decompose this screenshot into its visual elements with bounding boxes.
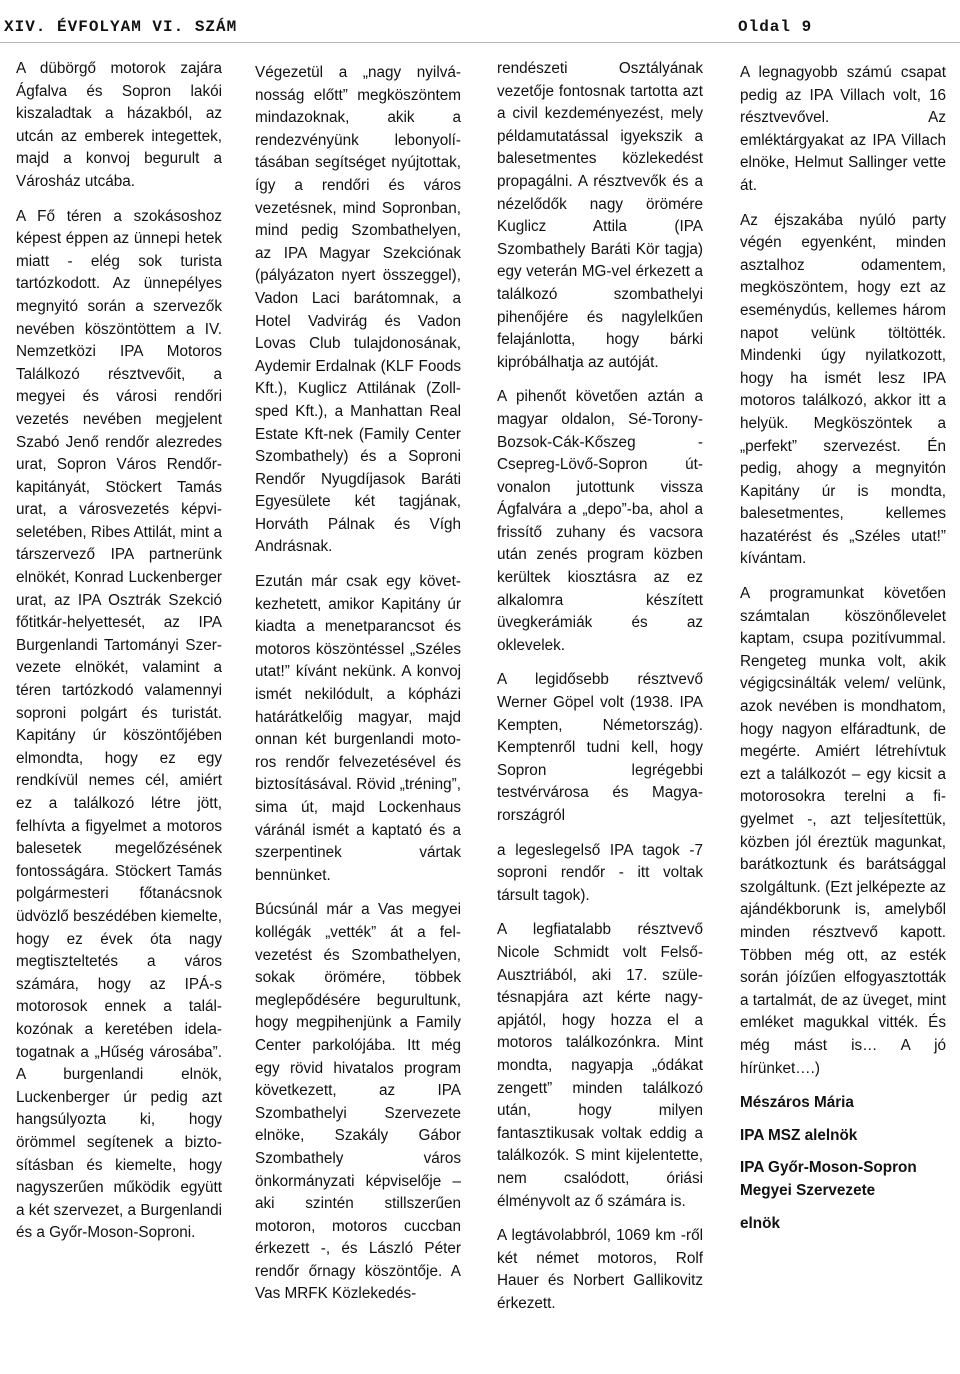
author-title: IPA MSZ alelnök — [740, 1126, 858, 1144]
issue-label: XIV. ÉVFOLYAM VI. SZÁM — [4, 18, 238, 36]
paragraph: A Fő téren a szokásoshoz képest éppen az ünnepi hetek miatt - elég sok turista tartózkodott. Az ünnepélyes megnyitó során a szervezők nevében köszöntöttem a IV. Nemzetközi IPA Motoros Találkozó résztvevőit, a megyei és városi rendőri vezetés nevében megjelent Szabó Jenő rendőr alezredes urat, Sopron Város Rendőrkapitányát, Stöckert Tamás urat, a városvezetés képviseletében, Ribes Attilát, mint a társzervező IPA partnerünk elnökét, Konrad Luckenberger urat, az IPA Osztrák Szekció főtitkár-helyettesét, az IPA Burgenlandi Tartományi Szervezete elnökét, valamint a téren tartózkodó valamennyi soproni polgárt és turistát. Kapitány úr köszöntőjében elmondta, hogy ez egy rendkívül nemes cél, amiért ez a találkozó létre jött, felhívta a figyelmet a motoros balesetek megelőzésének fontosságára. Stöckert Tamás polgármesteri főtanácsnok üdvözlő beszédében kiemelte, hogy ez évek óta nagy megtiszteltetés a város számára, hogy az IPÁ-s motorosok ennek a találkozónak a keretében idelatogatnak a „Hűség városába”. A burgenlandi elnök, Luckenberger úr pedig azt hangsúlyozta ki, hogy örömmel segítenek a biztosításban és kiemelte, hogy nagyszerűen működik együtt a két szervezet, a Burgenlandi és a Győr-Moson-Soproni. — [16, 207, 222, 1242]
paragraph: A legnagyobb számú csapat pedig az IPA Villach volt, 16 résztvevővel. Az emléktárgyakat az IPA Villach elnöke, Helmut Sallinger vette át. — [740, 64, 946, 194]
page-header — [0, 0, 960, 52]
paragraph: Az éjszakába nyúló party végén egyenként, minden asztalhoz odamentem, megköszöntem, hogy ezt az eseménydús, kellemes három napot velünk töltötték. Mindenki úgy nyilatkozott, hogy ha ismét lesz IPA motoros találkozó, akkor itt a helyük. Megköszöntek a „perfekt” szervezést. Én pedig, ahogy a megnyitón Kapitány úr is mondta, balesetmentes, kellemes hazatérést és „Széles utat!” kívántam. — [740, 211, 946, 568]
paragraph: A legfiatalabb résztvevő Nicole Schmidt volt Felső-Ausztriából, aki 17. születésnapjára azt kérte nagyapjától, hogy hozza el a motoros találkozónkra. Mint mondta, nagyapja „ódákat zengett” minden találkozó után, hogy milyen fantasztikusak voltak eddig a találkozók. S mint kijelentette, nem csalódott, óriási élményvolt az ő számára is. — [497, 921, 703, 1210]
paragraph: A pihenőt követően aztán a magyar oldalon, Sé-Torony-Bozsok-Cák-Kőszeg -Csepreg-Lövő-Sopron útvonalon jutottunk vissza Ágfalvára a „depo”-ba, ahol a frissítő zuhany és vacsora után zenés program közben kerültek kiosztásra az ez alkalomra készített üvegkerámiák és az oklevelek. — [497, 388, 703, 654]
author-name: Mészáros Mária — [740, 1094, 854, 1112]
paragraph: a legeslegelső IPA tagok -7 soproni rendőr - itt voltak társult tagok). — [497, 841, 703, 904]
paragraph: Ezután már csak egy következhetett, amikor Kapitány úr kiadta a menetparancsot és motoros köszöntéssel „Széles utat!” kívánt nekünk. A konvoj ismét nekilódult, a kópházi határátkelőig magyar, majd onnan két burgenlandi motoros rendőr felvezetésével és biztosításával. Rövid „tréning”, sima út, majd Lockenhaus váránál ismét a kaptató és a szerpentinek vártak bennünket. — [255, 573, 461, 884]
author-organization: IPA Győr-Moson-Sopron Megyei Szervezete — [740, 1159, 917, 1199]
paragraph: A legidősebb résztvevő Werner Göpel volt (1938. IPA Kempten, Németország). Kemptenről tudni kell, hogy Sopron legrégebbi testvérvárosa és Magyarországról — [497, 671, 703, 824]
paragraph: Végezetül a „nagy nyilvánosság előtt” megköszöntem mindazoknak, akik a rendezvényünk lebonyolításában segítséget nyújtottak, így a rendőri és város vezetésnek, mind Sopronban, mind pedig Szombathelyen, az IPA Magyar Szekciónak (pályázaton nyert összeggel), Vadon Laci barátomnak, a Hotel Vadvirág és Vadon Lovas Club tulajdonosának, Aydemir Erdalnak (KLF Foods Kft.), Kuglicz Attilának (Zoll-sped Kft.), a Manhattan Real Estate Kft-nek (Family Center Szombathely) és a Soproni Rendőr Nyugdíjasok Baráti Egyesülete két tagjának, Horváth Pálnak és Vígh Andrásnak. — [255, 64, 461, 556]
header-divider — [0, 42, 960, 43]
paragraph: Búcsúnál már a Vas megyei kollégák „vették” át a felvezetést és Szombathelyen, sokak örömére, többek meglepődésére begurultunk, hogy megpihenjünk a Family Center parkolójába. Itt még egy rövid hivatalos program következett, az IPA Szombathelyi Szervezete elnöke, Szakály Gábor Szombathely város önkormányzati képviselője – aki szintén stillszerűen motoron, motoros cuccban érkezett -, és László Péter rendőr őrnagy köszöntője. A Vas MRFK Közlekedés- — [255, 901, 461, 1303]
article-column-4 — [740, 62, 946, 1245]
paragraph: A programunkat követően számtalan köszönőlevelet kaptam, csupa pozitívummal. Rengeteg munka volt, akik végigcsinálták velem/ velünk, azok nevében is mondhatom, hogy nagyon elfáradtunk, de megérte. Amiért létrehívtuk ezt a találkozót – egy kicsit a motorosokra terelni a figyelmet -, azt teljesítettük, közben jól éreztük magunkat, barátkoztunk és barátsággal szolgáltunk. (Ezt jelképezte az ajándékborunk is, amelyből minden résztvevő kapott. Többen még ott, az esték során jóízűen elfogyasztották a tartalmát, de az üveget, mint emléket magukkal vitték. És még mást is… A jó hírünket….) — [740, 585, 946, 1077]
paragraph: A legtávolabbról, 1069 km -ről két német motoros, Rolf Hauer és Norbert Gallikovitz érkezett. — [497, 1227, 703, 1312]
paragraph: A dübörgő motorok zajára Ágfalva és Sopron lakói kiszaladtak a házakból, az utcán az emberek integettek, majd a konvoj begurult a Városház utcába. — [16, 60, 222, 190]
paragraph: rendészeti Osztályának vezetője fontosnak tartotta azt a civil kezdeményezést, mely példamutatással igyekszik a balesetmentes közlekedést propagálni. A résztvevők és a nézelődők nagy örömére Kuglicz Attila (IPA Szombathely Baráti Kör tagja) egy veterán MG-vel érkezett a találkozó szombathelyi pihenőjére és nagylelkűen felajánlotta, hogy bárki kipróbálhatja az autóját. — [497, 60, 703, 371]
author-role: elnök — [740, 1214, 780, 1232]
article-column-2 — [255, 62, 461, 1318]
article-column-3 — [497, 58, 703, 1327]
article-column-1 — [16, 58, 222, 1257]
page-number: Oldal 9 — [738, 18, 813, 36]
